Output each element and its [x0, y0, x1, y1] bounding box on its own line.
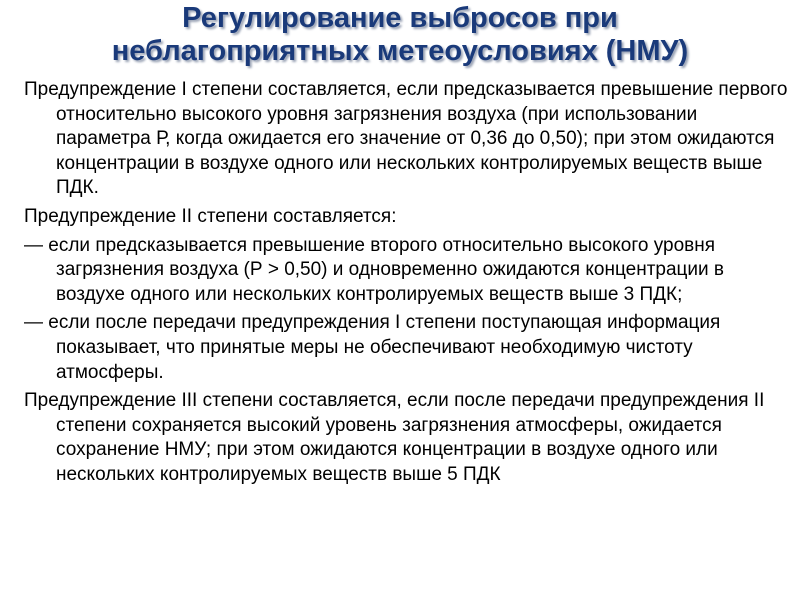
paragraph-warning-level-2-case-2: — если после передачи предупреждения I степени поступающая информация показывает, что принятые меры не обеспечивают необходимую чистоту атмосферы.: [24, 312, 721, 383]
slide-title-line-1: Регулирование выбросов при: [182, 2, 618, 34]
slide-title: [0, 2, 800, 68]
slide-body: [24, 78, 788, 492]
paragraph-warning-level-3: Предупреждение III степени составляется, если после передачи предупреждения II степени сохраняется высокий уровень загрязнения атмосферы, ожидается сохранение НМУ; при этом ожидаются концентрации в воздухе одного или нескольких контролируемых веществ выше 5 ПДК: [24, 390, 765, 485]
paragraph-warning-level-1: Предупреждение I степени составляется, если предсказывается превышение первого относительно высокого уровня загрязнения воздуха (при использовании параметра Р, когда ожидается его значение от 0,36 до 0,50); при этом ожидаются концентрации в воздухе одного или нескольких контролируемых веществ выше ПДК.: [24, 79, 788, 199]
paragraph-warning-level-2-intro: Предупреждение II степени составляется:: [24, 205, 397, 227]
paragraph-warning-level-2-case-1: — если предсказывается превышение второго относительно высокого уровня загрязнения воздуха (Р > 0,50) и одновременно ожидаются концентрации в воздухе одного или нескольких контролируемых веществ выше 3 ПДК;: [24, 234, 725, 305]
slide-title-line-2: неблагоприятных метеоусловиях (НМУ): [111, 35, 689, 67]
